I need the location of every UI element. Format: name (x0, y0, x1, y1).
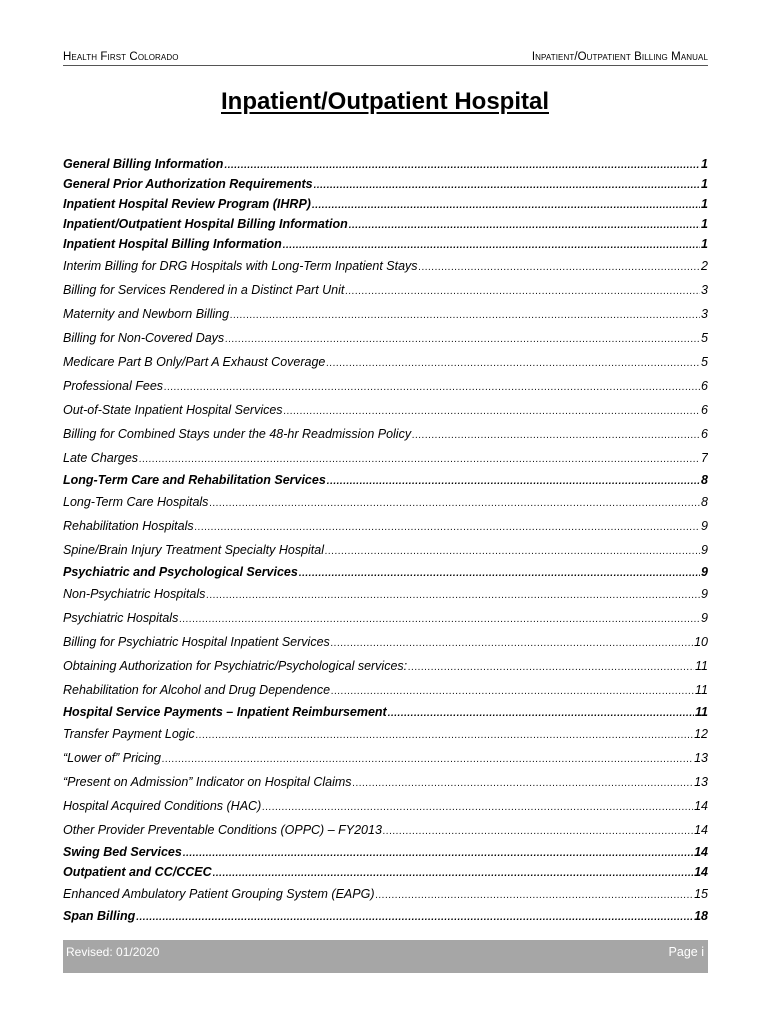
toc-entry-label: “Lower of” Pricing (63, 751, 161, 765)
toc-leader-dots (326, 352, 700, 374)
toc-entry-page: 6 (701, 403, 708, 417)
toc-entry-label: Out-of-State Inpatient Hospital Services (63, 403, 283, 417)
toc-entry-label: Inpatient Hospital Review Program (IHRP) (63, 197, 311, 211)
toc-entry[interactable] (63, 350, 708, 374)
toc-entry-label: Transfer Payment Logic (63, 727, 195, 741)
toc-leader-dots (225, 328, 700, 350)
toc-entry-page: 14 (694, 845, 708, 859)
toc-entry-page: 6 (701, 427, 708, 441)
toc-entry[interactable] (63, 678, 708, 702)
toc-entry-label: Psychiatric Hospitals (63, 611, 179, 625)
toc-leader-dots (331, 680, 694, 702)
toc-entry-label: Hospital Service Payments – Inpatient Reimbursement (63, 705, 387, 719)
toc-entry-page: 11 (695, 705, 708, 719)
toc-entry-label: Long-Term Care and Rehabilitation Services (63, 473, 326, 487)
toc-leader-dots (179, 608, 700, 630)
toc-entry-label: Spine/Brain Injury Treatment Specialty Hospital (63, 543, 324, 557)
toc-leader-dots (419, 256, 701, 278)
toc-entry[interactable] (63, 154, 708, 174)
toc-leader-dots (195, 516, 700, 538)
toc-entry[interactable] (63, 374, 708, 398)
toc-entry[interactable] (63, 538, 708, 562)
toc-leader-dots (314, 176, 700, 194)
toc-entry[interactable] (63, 398, 708, 422)
toc-leader-dots (224, 156, 700, 174)
toc-entry-label: Medicare Part B Only/Part A Exhaust Coverage (63, 355, 326, 369)
toc-leader-dots (283, 236, 700, 254)
toc-entry-page: 14 (694, 799, 708, 813)
toc-entry[interactable] (63, 422, 708, 446)
toc-entry-page: 1 (701, 237, 708, 251)
toc-entry-page: 5 (701, 355, 708, 369)
document-title: Inpatient/Outpatient Hospital (221, 88, 549, 115)
toc-entry[interactable] (63, 490, 708, 514)
toc-entry-page: 18 (694, 909, 708, 923)
toc-leader-dots (408, 656, 694, 678)
toc-entry-label: Hospital Acquired Conditions (HAC) (63, 799, 262, 813)
toc-entry-page: 9 (701, 587, 708, 601)
header-right-title: Inpatient/Outpatient Billing Manual (531, 51, 708, 63)
toc-entry-label: Outpatient and CC/CCEC (63, 865, 212, 879)
toc-leader-dots (284, 400, 700, 422)
toc-entry-page: 9 (701, 565, 708, 579)
toc-entry-page: 7 (701, 451, 708, 465)
toc-entry-label: Billing for Combined Stays under the 48-hr Readmission Policy (63, 427, 412, 441)
toc-entry[interactable] (63, 606, 708, 630)
toc-entry-label: Billing for Non-Covered Days (63, 331, 225, 345)
toc-entry-page: 3 (701, 283, 708, 297)
toc-entry-page: 14 (694, 865, 708, 879)
toc-entry-page: 12 (694, 727, 708, 741)
toc-entry-page: 9 (701, 543, 708, 557)
page-number: Page i (668, 945, 704, 959)
toc-entry[interactable] (63, 326, 708, 350)
toc-leader-dots (353, 772, 694, 794)
toc-entry-label: Inpatient Hospital Billing Information (63, 237, 282, 251)
toc-entry[interactable] (63, 818, 708, 842)
toc-leader-dots (325, 540, 700, 562)
toc-entry[interactable] (63, 562, 708, 582)
toc-entry-page: 3 (701, 307, 708, 321)
toc-leader-dots (349, 216, 700, 234)
toc-entry[interactable] (63, 770, 708, 794)
toc-entry-page: 8 (701, 473, 708, 487)
toc-leader-dots (383, 820, 693, 842)
toc-entry-page: 13 (694, 775, 708, 789)
toc-entry-page: 14 (694, 823, 708, 837)
toc-entry-label: Billing for Psychiatric Hospital Inpatient Services (63, 635, 330, 649)
toc-entry[interactable] (63, 254, 708, 278)
toc-entry[interactable] (63, 654, 708, 678)
toc-entry-label: General Prior Authorization Requirements (63, 177, 313, 191)
toc-entry[interactable] (63, 514, 708, 538)
toc-leader-dots (139, 448, 700, 470)
table-of-contents (63, 154, 708, 926)
toc-entry[interactable] (63, 470, 708, 490)
toc-entry-page: 8 (701, 495, 708, 509)
toc-entry[interactable] (63, 194, 708, 214)
toc-leader-dots (164, 376, 700, 398)
toc-entry[interactable] (63, 842, 708, 862)
toc-leader-dots (162, 748, 693, 770)
toc-leader-dots (412, 424, 700, 446)
toc-entry[interactable] (63, 214, 708, 234)
toc-entry[interactable] (63, 582, 708, 606)
toc-entry-page: 10 (694, 635, 708, 649)
page-header (63, 51, 708, 66)
toc-leader-dots (388, 704, 694, 722)
toc-entry-label: Maternity and Newborn Billing (63, 307, 230, 321)
toc-entry-label: “Present on Admission” Indicator on Hospital Claims (63, 775, 352, 789)
toc-entry-label: Long-Term Care Hospitals (63, 495, 209, 509)
toc-entry-label: Interim Billing for DRG Hospitals with Long-Term Inpatient Stays (63, 259, 418, 273)
toc-entry-label: Inpatient/Outpatient Hospital Billing Information (63, 217, 348, 231)
toc-entry[interactable] (63, 234, 708, 254)
toc-entry-page: 1 (701, 157, 708, 171)
toc-entry-label: Rehabilitation Hospitals (63, 519, 194, 533)
toc-entry-label: Billing for Services Rendered in a Distinct Part Unit (63, 283, 345, 297)
toc-entry[interactable] (63, 862, 708, 882)
toc-entry[interactable] (63, 446, 708, 470)
toc-entry-label: Rehabilitation for Alcohol and Drug Dependence (63, 683, 331, 697)
toc-leader-dots (312, 196, 700, 214)
toc-leader-dots (331, 632, 693, 654)
toc-entry-page: 9 (701, 611, 708, 625)
toc-entry-label: Enhanced Ambulatory Patient Grouping System (EAPG) (63, 887, 375, 901)
toc-entry-label: Late Charges (63, 451, 139, 465)
toc-leader-dots (299, 564, 700, 582)
toc-entry-page: 11 (695, 683, 708, 697)
toc-entry-page: 1 (701, 197, 708, 211)
toc-entry[interactable] (63, 746, 708, 770)
toc-leader-dots (209, 492, 700, 514)
toc-leader-dots (196, 724, 693, 746)
page-footer (63, 940, 708, 973)
toc-entry-page: 15 (694, 887, 708, 901)
toc-entry-page: 1 (701, 217, 708, 231)
toc-leader-dots (327, 472, 700, 490)
toc-entry[interactable] (63, 882, 708, 906)
toc-entry[interactable] (63, 906, 708, 926)
toc-entry-page: 5 (701, 331, 708, 345)
toc-entry-page: 1 (701, 177, 708, 191)
toc-entry[interactable] (63, 278, 708, 302)
revised-date: Revised: 01/2020 (66, 945, 160, 959)
toc-entry-page: 9 (701, 519, 708, 533)
toc-entry[interactable] (63, 722, 708, 746)
toc-entry-label: Non-Psychiatric Hospitals (63, 587, 206, 601)
toc-entry-label: General Billing Information (63, 157, 224, 171)
toc-leader-dots (183, 844, 693, 862)
toc-leader-dots (213, 864, 693, 882)
toc-entry-label: Other Provider Preventable Conditions (OPPC) – FY2013 (63, 823, 382, 837)
toc-entry-page: 6 (701, 379, 708, 393)
toc-entry-label: Span Billing (63, 909, 136, 923)
toc-leader-dots (230, 304, 700, 326)
toc-entry[interactable] (63, 630, 708, 654)
toc-entry[interactable] (63, 302, 708, 326)
header-left-title: Health First Colorado (63, 51, 179, 63)
toc-leader-dots (262, 796, 693, 818)
toc-leader-dots (206, 584, 700, 606)
toc-entry-label: Psychiatric and Psychological Services (63, 565, 298, 579)
toc-entry[interactable] (63, 702, 708, 722)
toc-entry-page: 13 (694, 751, 708, 765)
toc-leader-dots (136, 908, 693, 926)
toc-entry-label: Obtaining Authorization for Psychiatric/Psychological services: (63, 659, 408, 673)
toc-entry-page: 2 (701, 259, 708, 273)
toc-leader-dots (345, 280, 700, 302)
toc-entry[interactable] (63, 174, 708, 194)
toc-entry-label: Swing Bed Services (63, 845, 182, 859)
toc-entry[interactable] (63, 794, 708, 818)
toc-entry-label: Professional Fees (63, 379, 164, 393)
toc-entry-page: 11 (695, 659, 708, 673)
toc-leader-dots (376, 884, 694, 906)
